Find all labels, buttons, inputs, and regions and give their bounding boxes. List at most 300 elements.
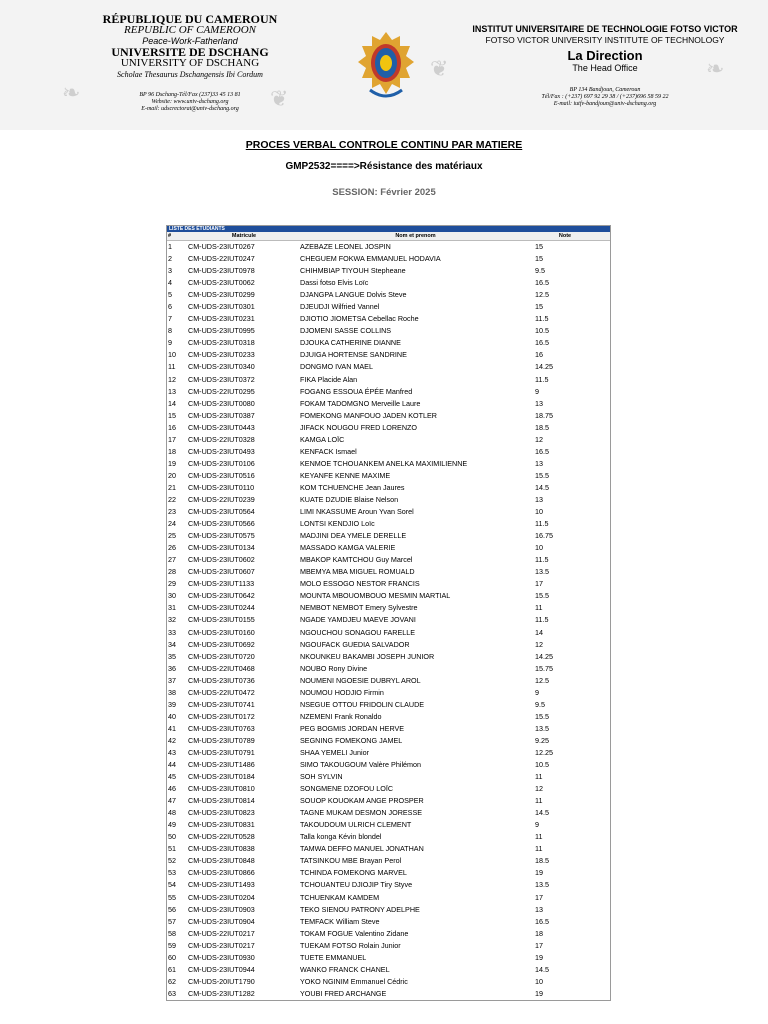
- row-matricule: CM-UDS-23IUT1486: [188, 760, 255, 770]
- row-note: 14: [535, 627, 543, 637]
- row-note: 13: [535, 904, 543, 914]
- row-matricule: CM-UDS-23IUT1493: [188, 880, 255, 890]
- table-row: [167, 892, 610, 904]
- direction-en: The Head Office: [572, 63, 638, 73]
- row-note: 14.5: [535, 808, 549, 818]
- table-row: [167, 783, 610, 795]
- row-note: 17: [535, 892, 543, 902]
- row-number: 48: [168, 808, 176, 818]
- page-title-text: PROCES VERBAL CONTROLE CONTINU PAR MATIERE: [245, 139, 523, 151]
- row-name: MADJINI DEA YMELE DERELLE: [300, 531, 407, 541]
- table-row: [167, 554, 610, 566]
- row-matricule: CM-UDS-23IUT0810: [188, 784, 255, 794]
- table-row: [167, 843, 610, 855]
- table-row: [167, 265, 610, 277]
- row-matricule: CM-UDS-22IUT0468: [188, 663, 255, 673]
- row-number: 12: [168, 374, 176, 384]
- row-name: SHAA YEMELI Junior: [300, 747, 369, 757]
- row-note: 14.5: [535, 964, 549, 974]
- header-right-block: [470, 24, 740, 108]
- row-matricule: CM-UDS-22IUT0328: [188, 434, 255, 444]
- row-matricule: CM-UDS-23IUT0493: [188, 446, 255, 456]
- row-number: 3: [168, 266, 172, 276]
- header-name: Nom et prenom: [395, 233, 436, 239]
- country-en: REPUBLIC OF CAMEROON: [124, 24, 256, 36]
- row-note: 11.5: [535, 615, 549, 625]
- row-name: FOKAM TADOMGNO Merveille Laure: [300, 398, 421, 408]
- session-label: SESSION: Février 2025: [332, 187, 436, 198]
- row-matricule: CM-UDS-23IUT0602: [188, 555, 255, 565]
- row-number: 54: [168, 880, 176, 890]
- row-note: 16.5: [535, 916, 549, 926]
- row-matricule: CM-UDS-23IUT0267: [188, 242, 255, 251]
- row-name: TAKOUDOUM ULRICH CLEMENT: [300, 820, 412, 830]
- table-row: [167, 964, 610, 976]
- table-row: [167, 747, 610, 759]
- row-note: 9.25: [535, 735, 549, 745]
- table-row: [167, 325, 610, 337]
- table-row: [167, 241, 610, 253]
- watermark-left: ❧: [62, 80, 81, 105]
- row-number: 47: [168, 796, 176, 806]
- row-number: 31: [168, 603, 176, 613]
- row-name: NGOUCHOU SONAGOU FARELLE: [300, 627, 416, 637]
- row-matricule: CM-UDS-23IUT0791: [188, 747, 255, 757]
- row-name: NEMBOT NEMBOT Emery Sylvestre: [300, 603, 418, 613]
- row-name: NGADE YAMDJEU MAEVE JOVANI: [300, 615, 416, 625]
- row-name: PEG BOGMIS JORDAN HERVE: [300, 723, 405, 733]
- row-name: TOKAM FOGUE Valentino Zidane: [300, 928, 409, 938]
- table-row: [167, 470, 610, 482]
- row-matricule: CM-UDS-23IUT0692: [188, 639, 255, 649]
- row-matricule: CM-UDS-23IUT0062: [188, 278, 255, 288]
- row-name: FIKA Placide Alan: [300, 374, 358, 384]
- row-matricule: CM-UDS-23IUT0789: [188, 735, 255, 745]
- row-number: 60: [168, 952, 176, 962]
- row-matricule: CM-UDS-23IUT0607: [188, 567, 255, 577]
- row-matricule: CM-UDS-23IUT0244: [188, 603, 255, 613]
- header-matricule: Matricule: [231, 233, 257, 239]
- table-row: [167, 663, 610, 675]
- row-note: 14.25: [535, 651, 553, 661]
- row-note: 12.25: [535, 747, 553, 757]
- row-number: 22: [168, 494, 176, 504]
- table-row: [167, 687, 610, 699]
- row-number: 53: [168, 868, 176, 878]
- watermark-right: ❧: [706, 56, 725, 81]
- row-matricule: CM-UDS-23IUT0575: [188, 531, 255, 541]
- row-matricule: CM-UDS-23IUT0301: [188, 302, 255, 312]
- row-matricule: CM-UDS-23IUT0134: [188, 543, 255, 553]
- row-number: 63: [168, 988, 176, 998]
- row-name: FOGANG ESSOUA ÉPÉE Manfred: [300, 386, 413, 396]
- row-number: 62: [168, 976, 176, 986]
- table-row: [167, 976, 610, 988]
- row-matricule: CM-UDS-23IUT0930: [188, 952, 255, 962]
- row-matricule: CM-UDS-23IUT0904: [188, 916, 255, 926]
- row-matricule: CM-UDS-23IUT0387: [188, 410, 255, 420]
- row-note: 15.5: [535, 470, 549, 480]
- row-matricule: CM-UDS-23IUT0110: [188, 482, 255, 492]
- row-number: 58: [168, 928, 176, 938]
- row-name: TAGNE MUKAM DESMON JORESSE: [300, 808, 423, 818]
- row-name: NOUBO Rony Divine: [300, 663, 368, 673]
- row-note: 18.5: [535, 856, 549, 866]
- table-row: [167, 542, 610, 554]
- table-row: [167, 904, 610, 916]
- row-name: TCHUENKAM KAMDEM: [300, 892, 380, 902]
- table-row: [167, 795, 610, 807]
- row-note: 15.5: [535, 711, 549, 721]
- row-name: LIMI NKASSUME Aroun Yvan Sorel: [300, 507, 414, 517]
- row-matricule: CM-UDS-23IUT0978: [188, 266, 255, 276]
- row-name: TCHINDA FOMEKONG MARVEL: [300, 868, 407, 878]
- course-subtitle: GMP2532====>Résistance des matériaux: [285, 161, 483, 172]
- row-matricule: CM-UDS-23IUT0184: [188, 772, 255, 782]
- table-row: [167, 940, 610, 952]
- row-note: 9.5: [535, 266, 545, 276]
- row-number: 44: [168, 760, 176, 770]
- row-name: MBEMYA MBA MIGUEL ROMUALD: [300, 567, 415, 577]
- row-name: Talla konga Kévin blondel: [300, 832, 382, 842]
- row-name: JIFACK NOUGOU FRED LORENZO: [300, 422, 418, 432]
- row-name: SEGNING FOMEKONG JAMEL: [300, 735, 403, 745]
- row-number: 25: [168, 531, 176, 541]
- row-matricule: CM-UDS-23IUT0372: [188, 374, 255, 384]
- right-contact: [470, 87, 740, 108]
- row-note: 12.5: [535, 675, 549, 685]
- row-name: TUETE EMMANUEL: [300, 952, 367, 962]
- table-row: [167, 374, 610, 386]
- row-note: 19: [535, 952, 543, 962]
- row-number: 8: [168, 326, 172, 336]
- row-name: KOM TCHUENCHE Jean Jaures: [300, 482, 405, 492]
- table-row: [167, 301, 610, 313]
- row-matricule: CM-UDS-23IUT0160: [188, 627, 255, 637]
- row-note: 11: [535, 603, 543, 613]
- row-note: 12: [535, 434, 543, 444]
- watermark-left-2: ❦: [270, 86, 289, 111]
- row-name: TAMWA DEFFO MANUEL JONATHAN: [300, 844, 424, 854]
- right-tel: Tél/Fax : (+237) 697 92 29 38 / (+237)696 58 59 22: [541, 94, 669, 100]
- right-bp: BP 134 Bandjoun, Cameroun: [569, 87, 641, 93]
- row-number: 4: [168, 278, 172, 288]
- row-matricule: CM-UDS-23IUT0944: [188, 964, 255, 974]
- row-name: FOMEKONG MANFOUO JADEN KOTLER: [300, 410, 437, 420]
- table-row: [167, 566, 610, 578]
- table-row: [167, 819, 610, 831]
- row-name: DONGMO IVAN MAEL: [300, 362, 373, 372]
- row-note: 15.75: [535, 663, 553, 673]
- row-number: 9: [168, 338, 172, 348]
- row-number: 26: [168, 543, 176, 553]
- table-row: [167, 410, 610, 422]
- row-name: NKOUNKEU BAKAMBI JOSEPH JUNIOR: [300, 651, 435, 661]
- watermark-mid: ❦: [430, 56, 449, 81]
- header-left-block: [90, 14, 290, 113]
- row-number: 17: [168, 434, 176, 444]
- row-note: 18: [535, 928, 543, 938]
- row-name: WANKO FRANCK CHANEL: [300, 964, 390, 974]
- row-matricule: CM-UDS-23IUT0838: [188, 844, 255, 854]
- row-name: NGOUFACK GUEDIA SALVADOR: [300, 639, 410, 649]
- row-number: 52: [168, 856, 176, 866]
- university-fr: UNIVERSITE DE DSCHANG: [111, 45, 269, 59]
- row-number: 45: [168, 772, 176, 782]
- row-note: 10: [535, 976, 543, 986]
- row-matricule: CM-UDS-23IUT0231: [188, 314, 255, 324]
- header-note: Note: [558, 233, 572, 239]
- row-name: AZEBAZE LEONEL JOSPIN: [300, 242, 391, 251]
- row-name: DJANGPA LANGUE Dolvis Steve: [300, 290, 407, 300]
- institute-fr: INSTITUT UNIVERSITAIRE DE TECHNOLOGIE FOTSO VICTOR: [472, 24, 738, 34]
- row-name: NSEGUE OTTOU FRIDOLIN CLAUDE: [300, 699, 425, 709]
- row-note: 11.5: [535, 314, 549, 324]
- row-matricule: CM-UDS-23IUT0848: [188, 856, 255, 866]
- institute-en: FOTSO VICTOR UNIVERSITY INSTITUTE OF TECHNOLOGY: [485, 35, 725, 45]
- row-note: 11: [535, 844, 543, 854]
- row-matricule: CM-UDS-23IUT0217: [188, 940, 255, 950]
- row-matricule: CM-UDS-23IUT0866: [188, 868, 255, 878]
- table-row: [167, 253, 610, 265]
- row-note: 15: [535, 242, 543, 251]
- row-number: 39: [168, 699, 176, 709]
- row-number: 19: [168, 458, 176, 468]
- table-row: [167, 482, 610, 494]
- row-note: 11.5: [535, 555, 549, 565]
- table-row: [167, 867, 610, 879]
- table-row: [167, 807, 610, 819]
- row-note: 10: [535, 507, 543, 517]
- row-name: CHEGUEM FOKWA EMMANUEL HODAVIA: [300, 254, 441, 264]
- row-matricule: CM-UDS-23IUT0204: [188, 892, 255, 902]
- page-title: [0, 139, 768, 151]
- row-note: 16.5: [535, 446, 549, 456]
- row-matricule: CM-UDS-23IUT0106: [188, 458, 255, 468]
- row-name: MASSADO KAMGA VALERIE: [300, 543, 396, 553]
- row-number: 29: [168, 579, 176, 589]
- row-matricule: CM-UDS-23IUT0736: [188, 675, 255, 685]
- right-email[interactable]: E-mail: iutfv-bandjoun@univ-dschang.org: [553, 101, 657, 107]
- table-row: [167, 928, 610, 940]
- row-matricule: CM-UDS-22IUT0247: [188, 254, 255, 264]
- row-name: TEKO SIENOU PATRONY ADELPHE: [300, 904, 420, 914]
- row-matricule: CM-UDS-22IUT0472: [188, 687, 255, 697]
- row-matricule: CM-UDS-23IUT0172: [188, 711, 255, 721]
- table-row: [167, 879, 610, 891]
- row-note: 10.5: [535, 326, 549, 336]
- row-matricule: CM-UDS-23IUT0903: [188, 904, 255, 914]
- university-motto: Scholae Thesaurus Dschangensis Ibi Cordum: [117, 70, 263, 79]
- row-note: 9.5: [535, 699, 545, 709]
- row-matricule: CM-UDS-20IUT1790: [188, 976, 255, 986]
- row-name: KUATE DZUDIE Blaise Nelson: [300, 494, 399, 504]
- university-crest-logo: [356, 30, 416, 104]
- row-number: 56: [168, 904, 176, 914]
- row-note: 9: [535, 687, 539, 697]
- row-matricule: CM-UDS-23IUT0831: [188, 820, 255, 830]
- row-name: SIMO TAKOUGOUM Valère Philémon: [300, 760, 422, 770]
- table-row: [167, 602, 610, 614]
- row-number: 59: [168, 940, 176, 950]
- row-number: 2: [168, 254, 172, 264]
- row-number: 1: [168, 242, 172, 251]
- row-number: 46: [168, 784, 176, 794]
- table-row: [167, 494, 610, 506]
- row-number: 42: [168, 735, 176, 745]
- table-row: [167, 337, 610, 349]
- left-website[interactable]: Website: www.univ-dschang.org: [151, 99, 229, 105]
- table-header-row: [167, 232, 610, 241]
- table-row: [167, 361, 610, 373]
- table-row: [167, 627, 610, 639]
- row-number: 10: [168, 350, 176, 360]
- row-name: NOUMOU HODJIO Firmin: [300, 687, 384, 697]
- row-note: 16.5: [535, 338, 549, 348]
- row-number: 57: [168, 916, 176, 926]
- table-row: [167, 759, 610, 771]
- row-matricule: CM-UDS-23IUT0443: [188, 422, 255, 432]
- row-matricule: CM-UDS-23IUT0823: [188, 808, 255, 818]
- row-number: 18: [168, 446, 176, 456]
- row-note: 9: [535, 386, 539, 396]
- row-name: KAMGA LOÏC: [300, 434, 345, 444]
- row-matricule: CM-UDS-23IUT0814: [188, 796, 255, 806]
- row-number: 6: [168, 302, 172, 312]
- table-row: [167, 386, 610, 398]
- row-number: 55: [168, 892, 176, 902]
- row-matricule: CM-UDS-23IUT0299: [188, 290, 255, 300]
- row-name: Dassi fotso Elvis Loïc: [300, 278, 369, 288]
- row-note: 12: [535, 784, 543, 794]
- table-row: [167, 675, 610, 687]
- left-email[interactable]: E-mail: udscrectorat@univ-dschang.org: [141, 106, 239, 112]
- row-number: 33: [168, 627, 176, 637]
- row-number: 40: [168, 711, 176, 721]
- row-number: 61: [168, 964, 176, 974]
- header-number: #: [168, 233, 172, 239]
- table-row: [167, 349, 610, 361]
- row-matricule: CM-UDS-23IUT0516: [188, 470, 255, 480]
- row-note: 16.5: [535, 278, 549, 288]
- row-name: DJOUKA CATHERINE DIANNE: [300, 338, 401, 348]
- row-number: 14: [168, 398, 176, 408]
- table-row: [167, 590, 610, 602]
- row-name: NOUMENI NGOESIE DUBRYL AROL: [300, 675, 421, 685]
- row-name: YOKO NGINIM Emmanuel Cédric: [300, 976, 408, 986]
- row-matricule: CM-UDS-23IUT0155: [188, 615, 255, 625]
- row-number: 24: [168, 519, 176, 529]
- row-number: 34: [168, 639, 176, 649]
- row-note: 11: [535, 796, 543, 806]
- table-row: [167, 422, 610, 434]
- row-number: 11: [168, 362, 176, 372]
- table-row: [167, 831, 610, 843]
- row-note: 11.5: [535, 374, 549, 384]
- row-name: MOUNTA MBOUOMBOUO MESMIN MARTIAL: [300, 591, 451, 601]
- row-number: 16: [168, 422, 176, 432]
- row-matricule: CM-UDS-23IUT0564: [188, 507, 255, 517]
- university-en: UNIVERSITY OF DSCHANG: [120, 57, 260, 69]
- table-row: [167, 518, 610, 530]
- row-number: 15: [168, 410, 176, 420]
- row-name: SOUOP KOUOKAM ANGE PROSPER: [300, 796, 424, 806]
- table-row: [167, 771, 610, 783]
- row-note: 14.5: [535, 482, 549, 492]
- table-row: [167, 506, 610, 518]
- row-name: TCHOUANTEU DJIOJIP Tiry Styve: [300, 880, 413, 890]
- row-name: SONGMENE DZOFOU LOÏC: [300, 784, 394, 794]
- row-number: 49: [168, 820, 176, 830]
- row-note: 12.5: [535, 290, 549, 300]
- row-name: MBAKOP KAMTCHOU Guy Marcel: [300, 555, 413, 565]
- row-name: LONTSI KENDJIO Loïc: [300, 519, 375, 529]
- table-row: [167, 952, 610, 964]
- table-row: [167, 289, 610, 301]
- row-note: 16: [535, 350, 543, 360]
- row-matricule: CM-UDS-22IUT0295: [188, 386, 255, 396]
- row-number: 35: [168, 651, 176, 661]
- row-note: 13.5: [535, 880, 549, 890]
- row-matricule: CM-UDS-23IUT0318: [188, 338, 255, 348]
- row-matricule: CM-UDS-23IUT0566: [188, 519, 255, 529]
- table-row: [167, 651, 610, 663]
- table-row: [167, 614, 610, 626]
- letterhead: [0, 0, 768, 130]
- row-note: 16.75: [535, 531, 553, 541]
- row-matricule: CM-UDS-22IUT0239: [188, 494, 255, 504]
- row-note: 12: [535, 639, 543, 649]
- row-matricule: CM-UDS-23IUT0720: [188, 651, 255, 661]
- row-name: YOUBI FRED ARCHANGE: [300, 988, 387, 998]
- table-row: [167, 735, 610, 747]
- row-name: DJIOTIO JIOMETSA Cebellac Roche: [300, 314, 419, 324]
- row-name: KEYANFE KENNE MAXIME: [300, 470, 391, 480]
- row-note: 13: [535, 398, 543, 408]
- row-matricule: CM-UDS-23IUT0995: [188, 326, 255, 336]
- row-note: 19: [535, 868, 543, 878]
- table-caption: LISTE DES ÉTUDIANTS: [167, 226, 610, 232]
- motto: Peace-Work-Fatherland: [142, 36, 238, 46]
- table-row: [167, 458, 610, 470]
- table-row: [167, 398, 610, 410]
- row-number: 21: [168, 482, 176, 492]
- row-matricule: CM-UDS-23IUT0233: [188, 350, 255, 360]
- row-note: 14.25: [535, 362, 553, 372]
- table-row: [167, 578, 610, 590]
- row-number: 7: [168, 314, 172, 324]
- table-row: [167, 277, 610, 289]
- row-matricule: CM-UDS-23IUT1133: [188, 579, 255, 589]
- left-contact: [90, 92, 290, 113]
- direction-fr: La Direction: [567, 48, 643, 63]
- row-note: 11: [535, 772, 543, 782]
- row-note: 10.5: [535, 760, 549, 770]
- row-note: 9: [535, 820, 539, 830]
- row-note: 11: [535, 832, 543, 842]
- row-name: DJEUDJI Wilfried Vannel: [300, 302, 380, 312]
- table-row: [167, 723, 610, 735]
- row-number: 27: [168, 555, 176, 565]
- row-number: 41: [168, 723, 176, 733]
- row-note: 13: [535, 458, 543, 468]
- table-row: [167, 855, 610, 867]
- row-note: 19: [535, 988, 543, 998]
- row-name: TEMFACK William Steve: [300, 916, 380, 926]
- table-row: [167, 639, 610, 651]
- row-matricule: CM-UDS-22IUT0528: [188, 832, 255, 842]
- left-bp: BP 96 Dschang-Tél/Fax (237)33 45 13 81: [139, 92, 241, 98]
